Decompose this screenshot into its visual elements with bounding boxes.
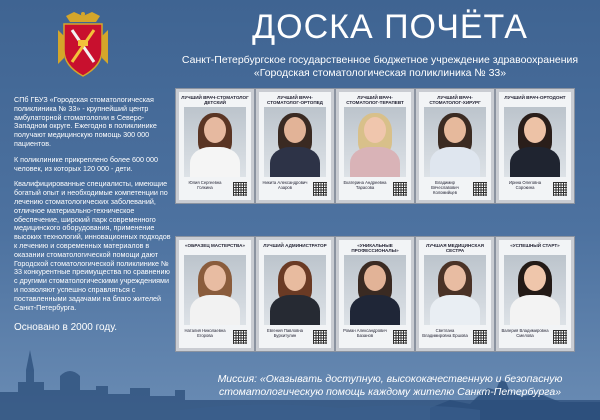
portrait-clothes [350,147,400,177]
portrait-clothes [510,147,560,177]
portrait-face [444,265,466,291]
card-caption: ЛУЧШИЙ ВРАЧ-СТОМАТОЛОГ ДЕТСКИЙ [181,95,249,106]
honor-card [176,89,254,203]
honor-card [256,89,334,203]
portrait-face [284,265,306,291]
card-caption: ЛУЧШАЯ МЕДИЦИНСКАЯ СЕСТРА [425,243,484,254]
mission-statement: Миссия: «Оказывать доступную, высококачественную и безопасную стоматологическую помощь каждому жителю Санкт-Петербурга» [217,373,563,398]
card-caption: ЛУЧШИЙ ВРАЧ-СТОМАТОЛОГ-ОРТОПЕД [267,95,323,106]
founded-text: Основано в 2000 году. [14,322,117,333]
portrait-clothes [270,295,320,325]
portrait-photo [424,255,486,325]
saint-petersburg-coat-of-arms-icon [52,10,114,82]
qr-code-icon [313,182,327,196]
employee-name: Светлана Владимировна Ершова [422,328,468,338]
card-caption: «УНИКАЛЬНЫЕ ПРОФЕССИОНАЛЫ» [351,243,399,254]
card-caption: ЛУЧШИЙ АДМИНИСТРАТОР [263,243,327,248]
portrait-clothes [270,147,320,177]
intro-text [14,96,172,319]
intro-paragraph: СПб ГБУЗ «Городская стоматологическая поликлиника № 33» - крупнейший центр амбулаторной стоматологии в Северо-Западном округе. Ежегодно в поликлинике получают медицинскую помощь 300 000 пациентов. [14,95,157,148]
honor-card [496,89,574,203]
qr-code-icon [553,182,567,196]
qr-code-icon [473,182,487,196]
portrait-clothes [430,147,480,177]
portrait-face [364,265,386,291]
organization-name-line1: Санкт-Петербургское государственное бюджетное учреждение здравоохранения [181,54,579,66]
employee-name: Никита Александрович Азаров [262,180,308,190]
employee-name: Юлия Сергеевна Голкина [188,180,222,190]
employee-name: Ирина Олеговна Сорокина [508,180,542,190]
portrait-clothes [510,295,560,325]
portrait-clothes [350,295,400,325]
card-caption: ЛУЧШИЙ ВРАЧ-СТОМАТОЛОГ-ТЕРАПЕВТ [346,95,404,106]
card-caption: «ОБРАЗЕЦ МАСТЕРСТВА» [184,243,245,248]
employee-name: Валерия Владимировна Смелова [501,328,549,338]
portrait-clothes [190,147,240,177]
intro-paragraph: К поликлинике прикреплено более 600 000 человек, из которых 120 000 - дети. [14,154,158,173]
portrait-photo [504,255,566,325]
honor-card [336,89,414,203]
page-title: ДОСКА ПОЧЁТА [252,8,528,46]
portrait-photo [344,255,406,325]
organization-name-line2: «Городская стоматологическая поликлиника № 33» [253,67,507,79]
card-caption: ЛУЧШИЙ ВРАЧ-СТОМАТОЛОГ-ХИРУРГ [429,95,481,106]
portrait-face [524,117,546,143]
portrait-face [524,265,546,291]
portrait-photo [424,107,486,177]
portrait-clothes [430,295,480,325]
portrait-photo [504,107,566,177]
portrait-photo [264,255,326,325]
employee-name: Роман Александрович Базанов [343,328,387,338]
portrait-photo [184,107,246,177]
portrait-face [444,117,466,143]
employee-name: Наталия Николаевна Егорова [184,328,226,338]
qr-code-icon [393,182,407,196]
portrait-face [364,117,386,143]
intro-paragraph: Квалифицированные специалисты, имеющие богатый опыт и необходимые компетенции по лечению стоматологических заболеваний, отличное материально-техническое обеспечение, широкий парк современного медицинского оборудования, применение высоких технологий, инновационных подходов к лечению и современных материалов в оказании стоматологической помощи дают Городской стоматологической поликлинике № 33 конкурентные преимущества по сравнению с другими стоматологическими учреждениями и позволяют успешно справляться с поставленными задачами на благо жителей Санкт-Петербурга. [14,179,171,312]
portrait-photo [264,107,326,177]
portrait-face [204,265,226,291]
portrait-photo [344,107,406,177]
portrait-face [204,117,226,143]
card-caption: ЛУЧШИЙ ВРАЧ-ОРТОДОНТ [504,95,566,100]
portrait-photo [184,255,246,325]
portrait-face [284,117,306,143]
portrait-clothes [190,295,240,325]
honor-card [416,89,494,203]
employee-name: Евгения Павловна Бурхитулин [266,328,304,338]
qr-code-icon [233,182,247,196]
card-caption: «УСПЕШНЫЙ СТАРТ» [510,243,560,248]
employee-name: Екатерина Андреевна Тарасова [343,180,387,190]
employee-name: Владимир Вячеславович Коломийцев [431,180,459,195]
